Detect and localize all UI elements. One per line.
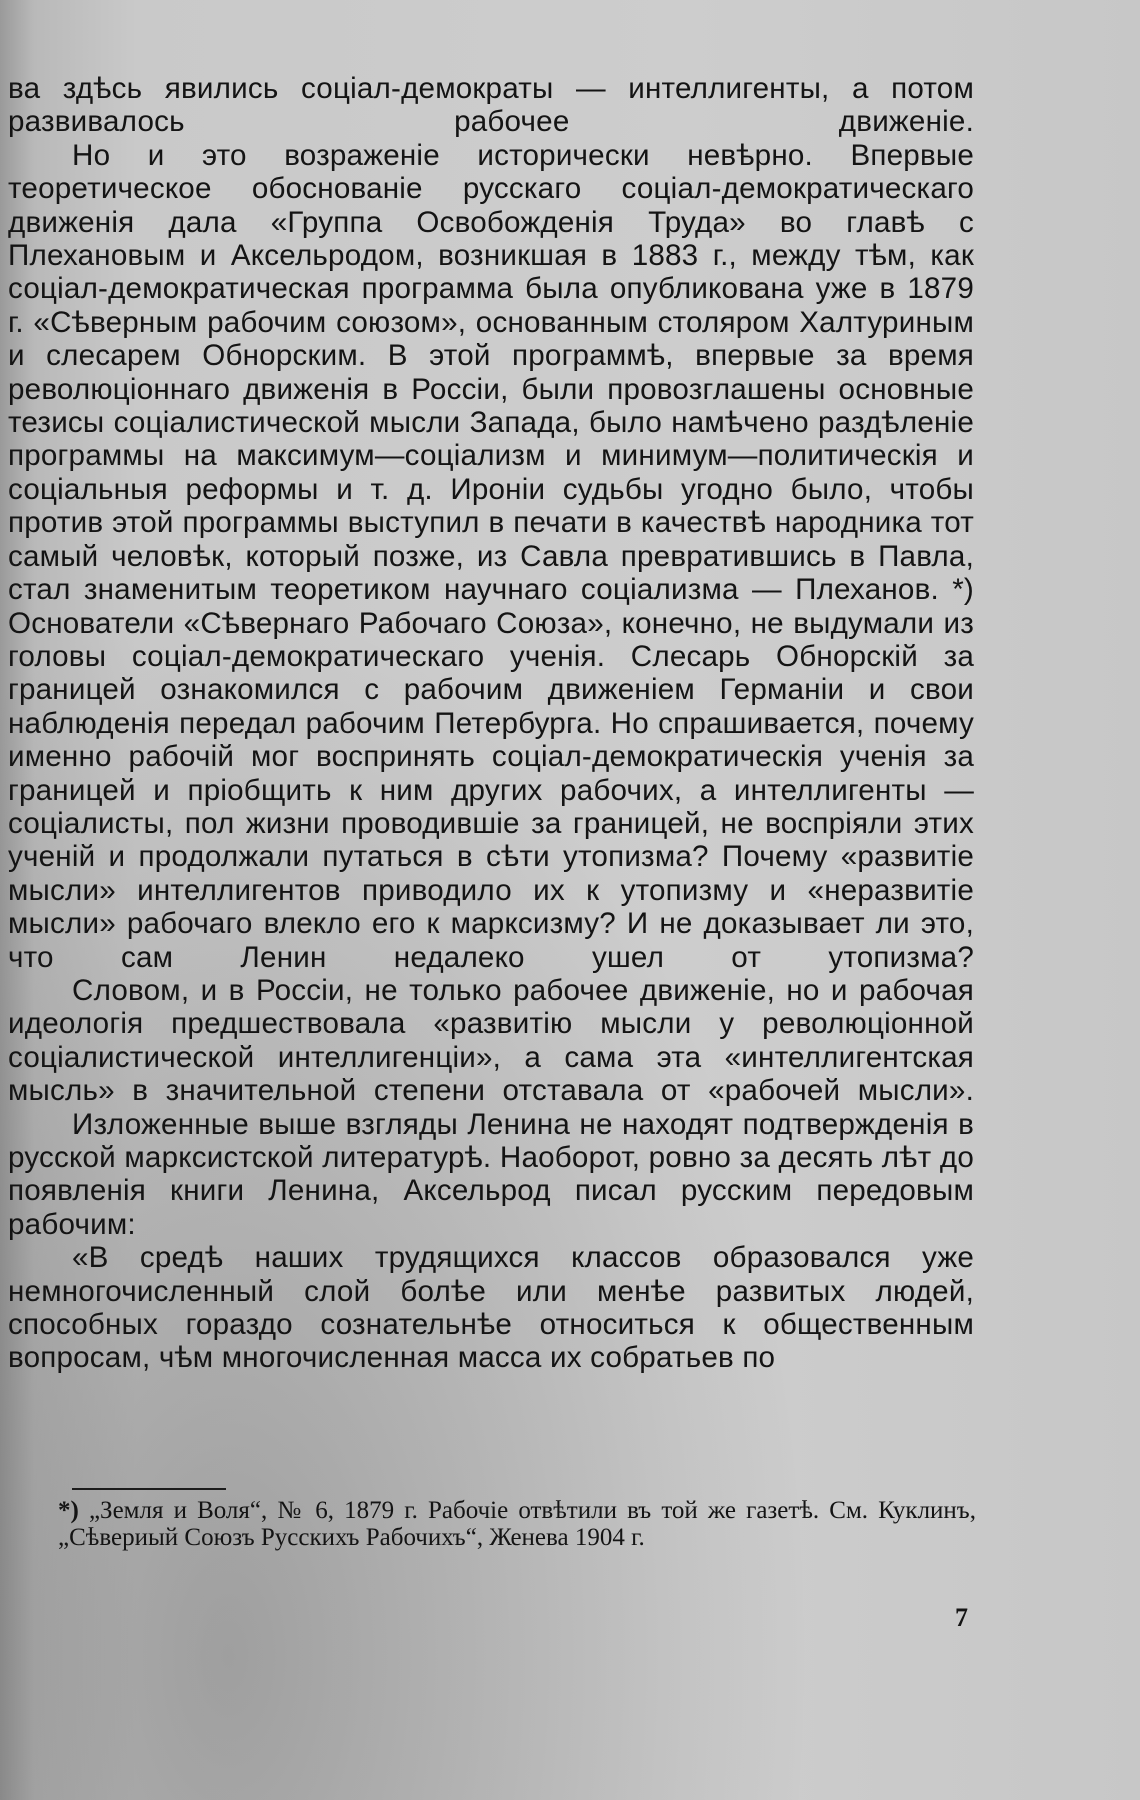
footnote-marker: *) [58, 1497, 79, 1524]
page-number: 7 [955, 1603, 968, 1632]
paragraph-literature: Изложенные выше взгляды Ленина не находят подтвержденія в русской марксистской литературѣ. Наоборот, ровно за десять лѣт до появленія книги Ленина, Аксельрод писал русским передовым рабочим: [8, 1107, 974, 1241]
footnote-divider [72, 1488, 226, 1490]
footnote [58, 1497, 976, 1551]
paragraph-quote: «В средѣ наших трудящихся классов образовался уже немногочисленный слой болѣе или менѣе развитых людей, способных гораздо сознательнѣе относиться к общественным вопросам, чѣм многочисленная масса их собратьев по [8, 1241, 974, 1375]
footnote-text: „Земля и Воля“, № 6, 1879 г. Рабочіе отвѣтили въ той же газетѣ. См. Куклинъ, „Сѣвериый Союзъ Русскихъ Рабочихъ“, Женева 1904 г. [58, 1497, 976, 1551]
paragraph-continuation: ва здѣсь явились соціал-демократы — интеллигенты, а потом развивалось рабочее движеніе. [8, 72, 974, 139]
body-text [8, 72, 974, 1375]
paragraph-objection: Но и это возраженіе исторически невѣрно. Впервые теоретическое обоснованіе русскаго соціал-демократическаго движенія дала «Группа Освобожденія Труда» во главѣ с Плехановым и Аксельродом, возникшая в 1883 г., между тѣм, как соціал-демократическая программа была опубликована уже в 1879 г. «Сѣверным рабочим союзом», основанным столяром Халтуриным и слесарем Обнорским. В этой программѣ, впервые за время революціоннаго движенія в Россіи, были провозглашены основные тезисы соціалистической мысли Запада, было намѣчено раздѣленіе программы на максимум—соціализм и минимум—политическія и соціальныя реформы и т. д. Ироніи судьбы угодно было, чтобы против этой программы выступил в печати в качествѣ народника тот самый человѣк, который позже, из Савла превратившись в Павла, стал знаменитым теоретиком научнаго соціализма — Плеханов. *) Основатели «Сѣвернаго Рабочаго Союза», конечно, не выдумали из головы соціал-демократическаго ученія. Слесарь Обнорскій за границей ознакомился с рабочим движеніем Германіи и свои наблюденія передал рабочим Петербурга. Но спрашивается, почему именно рабочій мог воспринять соціал-демократическія ученія за границей и пріобщить к ним других рабочих, а интеллигенты — соціалисты, пол жизни проводившіе за границей, не воспріяли этих ученій и продолжали путаться в сѣти утопизма? Почему «развитіе мысли» интеллигентов приводило их к утопизму и «неразвитіе мысли» рабочаго влекло его к марксизму? И не доказывает ли это, что сам Ленин недалеко ушел от утопизма? [8, 138, 974, 974]
paragraph-conclusion: Словом, и в Россіи, не только рабочее движеніе, но и рабочая идеологія предшествовала «развитію мысли у революціонной соціалистической интеллигенціи», а сама эта «интеллигентская мысль» в значительной степени отставала от «рабочей мысли». [8, 973, 974, 1108]
